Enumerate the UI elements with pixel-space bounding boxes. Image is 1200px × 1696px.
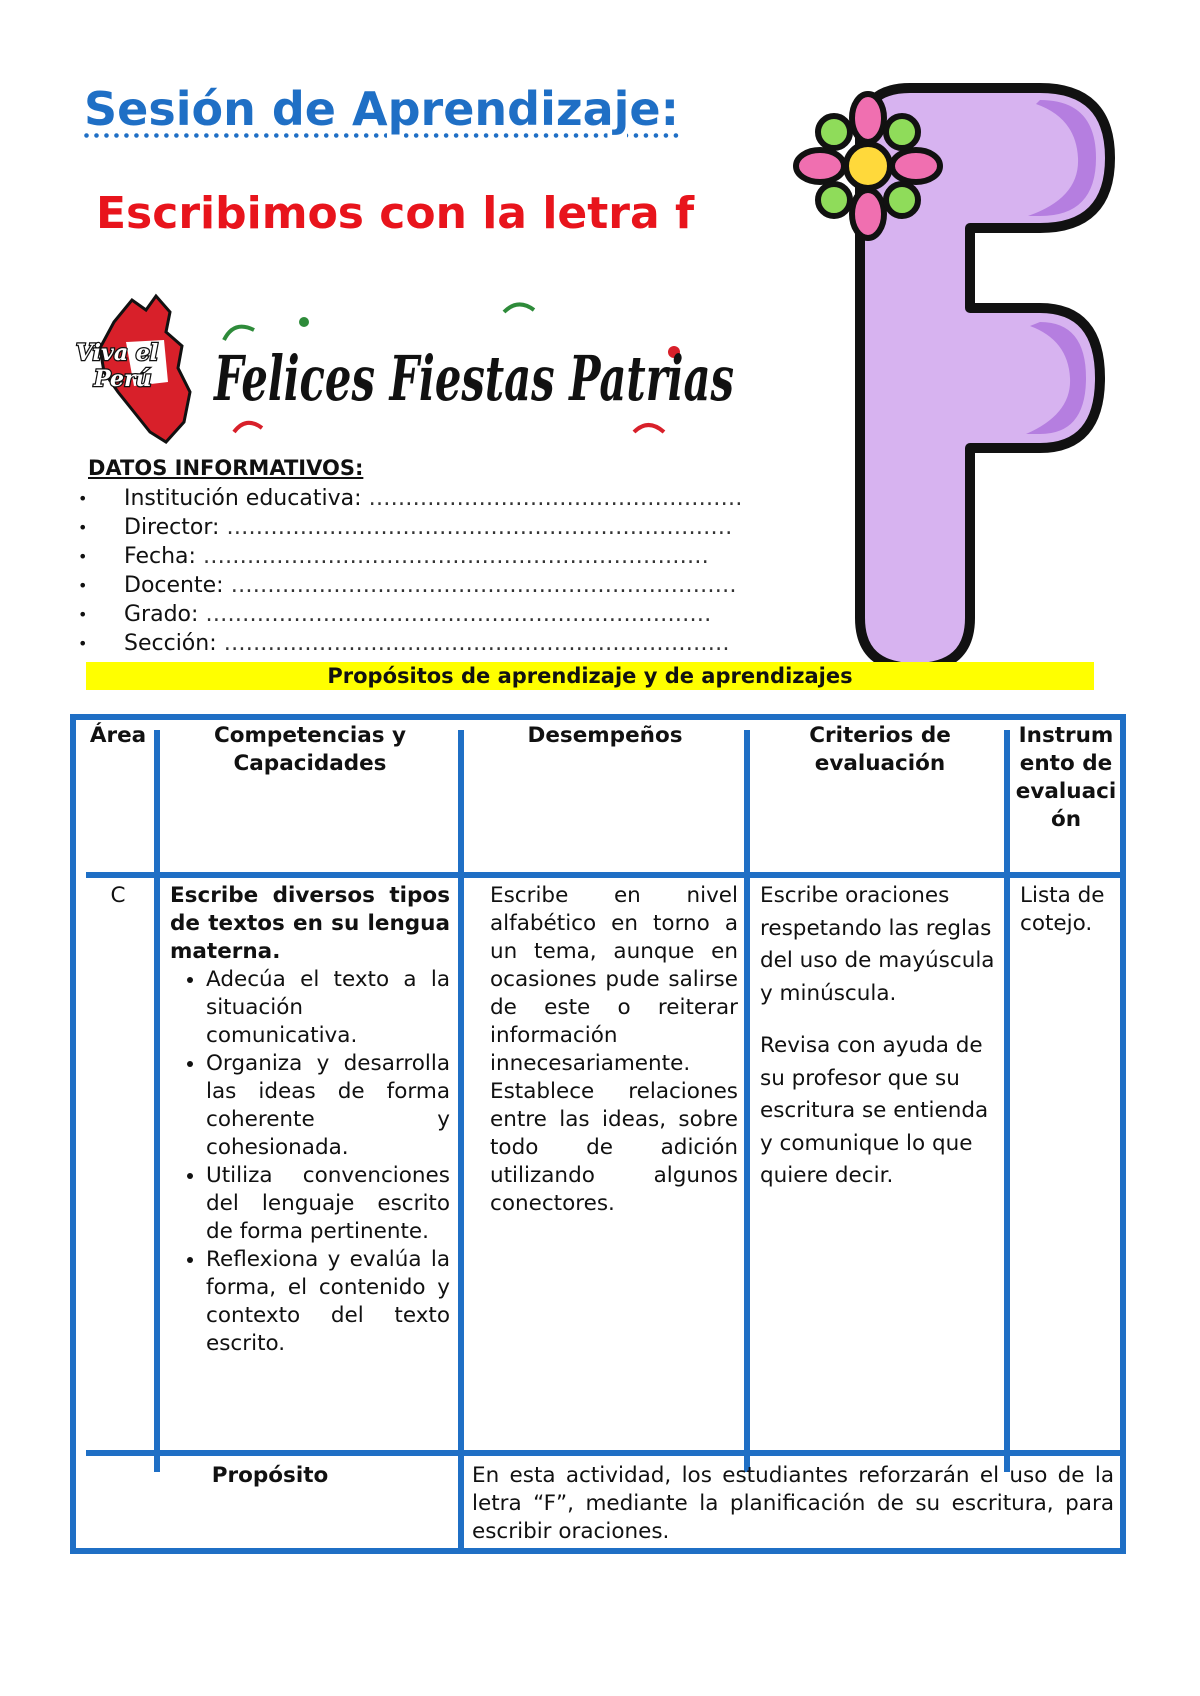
datos-field-docente[interactable]: • Docente: …………………………………………………………… bbox=[78, 573, 737, 598]
row-divider bbox=[86, 1450, 1120, 1456]
datos-list bbox=[78, 484, 768, 658]
header-instrumento: Instrumento de evaluación bbox=[1015, 723, 1117, 832]
datos-field-grado[interactable]: • Grado: …………………………………………………………… bbox=[78, 602, 712, 627]
datos-field-director[interactable]: • Director: …………………………………………………………… bbox=[78, 515, 733, 540]
col-divider-1 bbox=[154, 730, 160, 1472]
proposito-text: En esta actividad, los estudiantes reforzarán el uso de la letra “F”, mediante la planificación de su escritura, para escribir oraciones. bbox=[472, 1463, 1114, 1544]
purpose-heading-bar: Propósitos de aprendizaje y de aprendizajes bbox=[86, 662, 1094, 690]
datos-field-seccion[interactable]: • Sección: …………………………………………………………… bbox=[78, 631, 730, 656]
cell-criterios bbox=[760, 880, 1000, 1213]
letter-f-icon bbox=[800, 78, 1130, 678]
col-divider-3 bbox=[744, 730, 750, 1472]
capacidad-item: • Organiza y desarrolla las ideas de forma coherente y cohesionada. bbox=[206, 1050, 450, 1162]
badge-text-line2: Perú bbox=[94, 366, 152, 392]
capacidades-list bbox=[170, 966, 450, 1358]
header-divider bbox=[86, 872, 1120, 878]
fiestas-patrias-banner bbox=[74, 282, 738, 454]
capacidad-item: • Adecúa el texto a la situación comunicativa. bbox=[206, 966, 450, 1050]
col-divider-4 bbox=[1004, 730, 1010, 1472]
cell-area: C bbox=[110, 883, 126, 908]
cell-desempenos: Escribe en nivel alfabético en torno a un tema, aunque en ocasiones pude salirse de este o reiterar información innecesariamente. Establece relaciones entre las ideas, sobre todo de adición utilizando algunos conectores. bbox=[490, 883, 738, 1216]
datos-field-institucion[interactable]: • Institución educativa: …………………………………………… bbox=[78, 486, 743, 511]
header-area: Área bbox=[89, 723, 147, 748]
competencia-title: Escribe diversos tipos de textos en su lengua materna. bbox=[170, 883, 450, 964]
datos-informativos bbox=[78, 456, 768, 658]
header-competencias: Competencias y Capacidades bbox=[213, 723, 406, 776]
session-title: Sesión de Aprendizaje: bbox=[84, 82, 680, 136]
datos-field-fecha[interactable]: • Fecha: …………………………………………………………… bbox=[78, 544, 709, 569]
capacidad-item: • Utiliza convenciones del lenguaje escrito de forma pertinente. bbox=[206, 1162, 450, 1246]
session-subtitle: Escribimos con la letra f bbox=[96, 188, 695, 239]
criterio-item: Revisa con ayuda de su profesor que su escritura se entienda y comunique lo que quiere decir. bbox=[760, 1033, 989, 1188]
banner-headline: Felices Fiestas Patrias bbox=[212, 342, 735, 415]
col-divider-2 bbox=[458, 730, 464, 1548]
badge-text-line1: Viva el bbox=[76, 340, 159, 366]
proposito-label: Propósito bbox=[211, 1463, 329, 1488]
datos-heading: DATOS INFORMATIVOS: bbox=[88, 456, 364, 480]
cell-instrumento: Lista de cotejo. bbox=[1020, 883, 1105, 936]
capacidad-item: • Reflexiona y evalúa la forma, el contenido y contexto del texto escrito. bbox=[206, 1246, 450, 1358]
header-desempenos: Desempeños bbox=[527, 723, 683, 748]
cell-competencias bbox=[170, 882, 450, 1358]
header-criterios: Criterios de evaluación bbox=[809, 723, 951, 776]
criterio-item: Escribe oraciones respetando las reglas del uso de mayúscula y minúscula. bbox=[760, 883, 995, 1006]
